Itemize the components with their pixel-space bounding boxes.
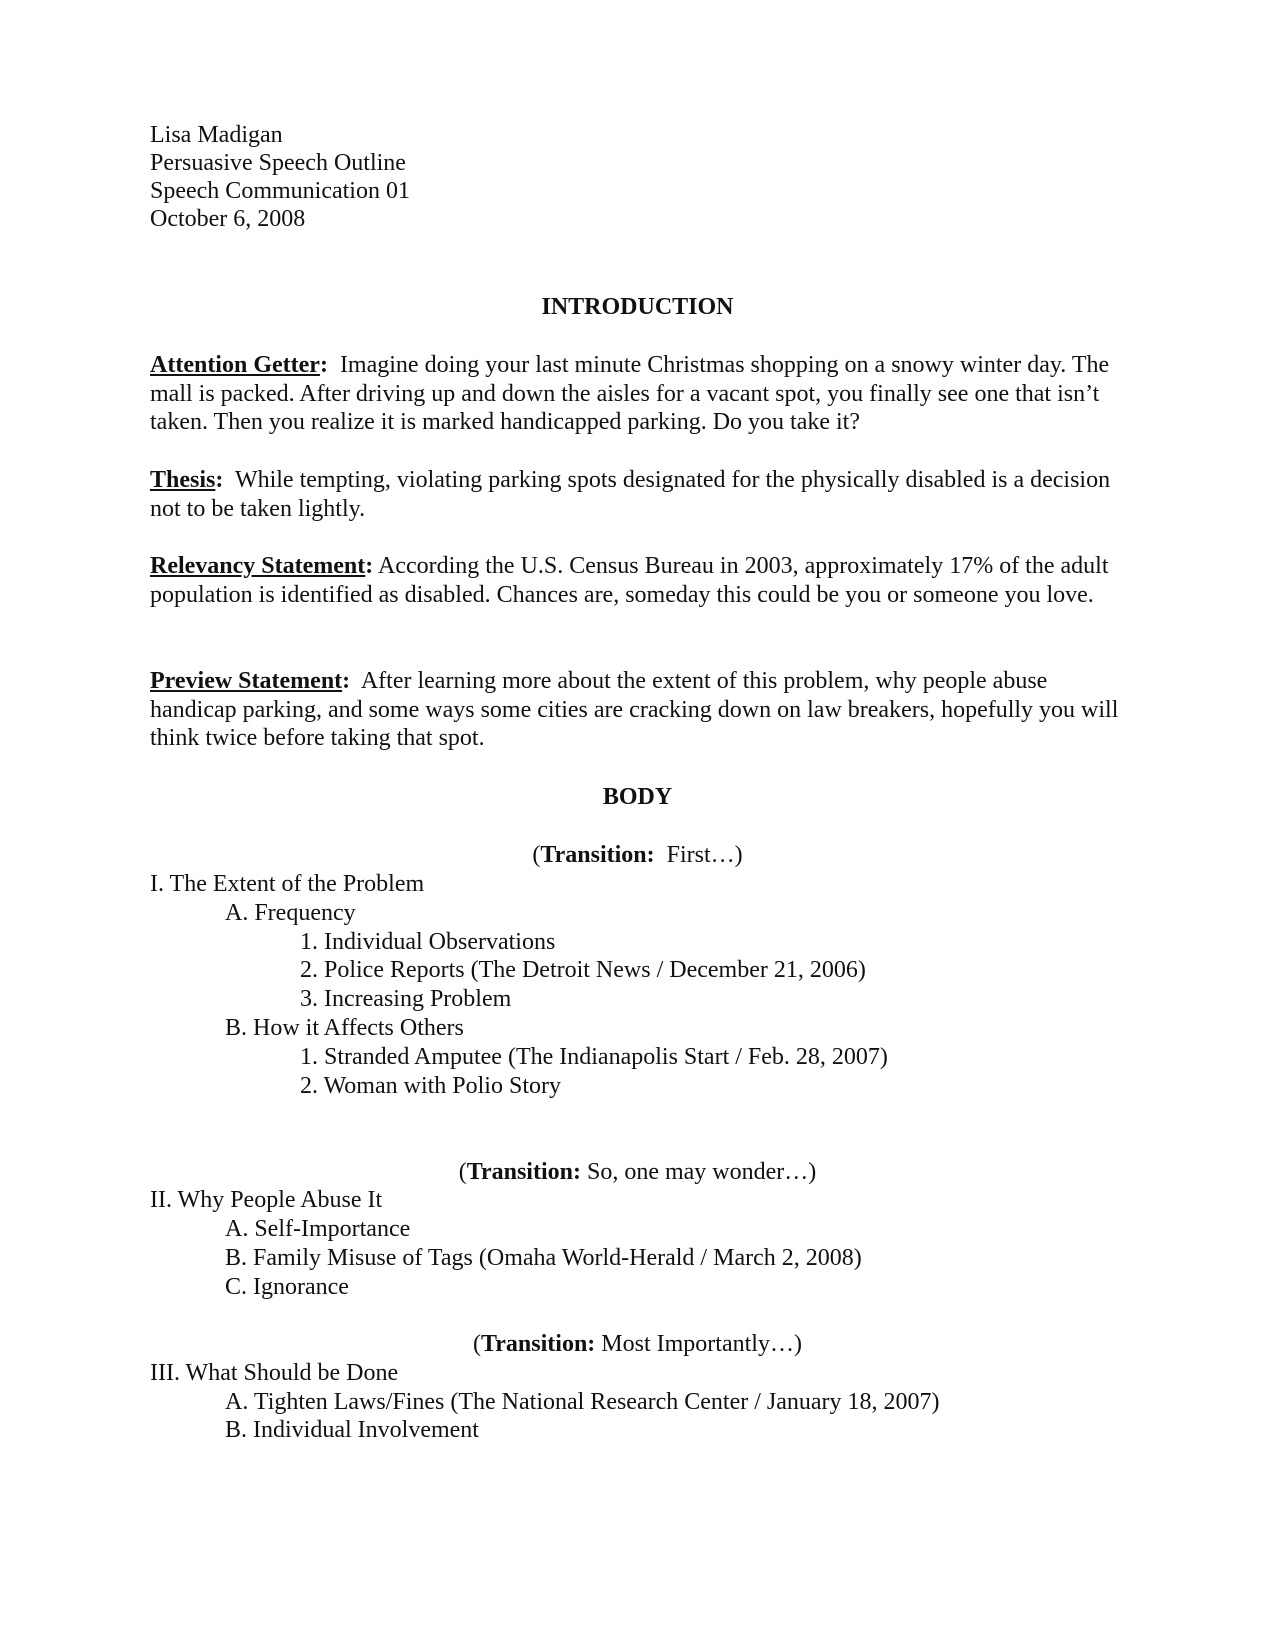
outline-section-3: III. What Should be Done [150, 1360, 399, 1386]
introduction-heading: INTRODUCTION [541, 294, 734, 320]
outline-subitem-1a1: 1. Individual Observations [300, 929, 556, 955]
document-date: October 6, 2008 [150, 206, 306, 232]
thesis-label: Thesis [150, 467, 216, 493]
preview-statement-paragraph: Preview Statement: After learning more about the extent of this problem, why people abuse handicap parking, and some ways some cities are cracking down on law breakers, hopefully you will think twice before taking that spot. [150, 668, 1119, 752]
outline-item-1b: B. How it Affects Others [225, 1015, 464, 1041]
transition-3: (Transition: Most Importantly…) [473, 1331, 802, 1357]
course-name: Speech Communication 01 [150, 178, 410, 204]
transition-1: (Transition: First…) [532, 842, 743, 868]
outline-item-2a: A. Self-Importance [225, 1216, 411, 1242]
preview-statement-text: After learning more about the extent of this problem, why people abuse handicap parking, and some ways some cities are cracking down on law breakers, hopefully you will think twice before taking that spot. [150, 668, 1119, 752]
preview-statement-label: Preview Statement [150, 668, 343, 694]
outline-section-2: II. Why People Abuse It [150, 1187, 383, 1213]
outline-item-2c: C. Ignorance [225, 1274, 349, 1300]
transition-label: Transition: [481, 1331, 596, 1357]
attention-getter-paragraph: Attention Getter: Imagine doing your last minute Christmas shopping on a snowy winter day. The mall is packed. After driving up and down the aisles for a vacant spot, you finally see one that isn’t taken. Then you realize it is marked handicapped parking. Do you take it? [150, 352, 1110, 436]
outline-subitem-1b1: 1. Stranded Amputee (The Indianapolis Start / Feb. 28, 2007) [300, 1044, 888, 1070]
transition-label: Transition: [466, 1159, 581, 1185]
body-heading: BODY [602, 784, 673, 810]
transition-text: Most Importantly… [601, 1331, 794, 1357]
attention-getter-text: Imagine doing your last minute Christmas shopping on a snowy winter day. The mall is packed. After driving up and down the aisles for a vacant spot, you finally see one that isn’t taken. Then you realize it is marked handicapped parking. Do you take it? [150, 352, 1110, 436]
outline-subitem-1a2: 2. Police Reports (The Detroit News / December 21, 2006) [300, 957, 866, 983]
relevancy-statement-text: According the U.S. Census Bureau in 2003, approximately 17% of the adult population is identified as disabled. Chances are, someday this could be you or someone you love. [150, 553, 1109, 608]
attention-getter-label: Attention Getter [150, 352, 320, 378]
document-title: Persuasive Speech Outline [150, 150, 406, 176]
outline-subitem-1b2: 2. Woman with Polio Story [300, 1073, 561, 1099]
thesis-text: While tempting, violating parking spots designated for the physically disabled is a decision not to be taken lightly. [150, 467, 1111, 522]
outline-item-2b: B. Family Misuse of Tags (Omaha World-Herald / March 2, 2008) [225, 1245, 862, 1271]
thesis-paragraph: Thesis: While tempting, violating parking spots designated for the physically disabled is a decision not to be taken lightly. [150, 467, 1111, 522]
outline-item-3a: A. Tighten Laws/Fines (The National Research Center / January 18, 2007) [225, 1389, 940, 1415]
transition-text: First… [666, 842, 735, 868]
transition-label: Transition: [540, 842, 655, 868]
transition-text: So, one may wonder… [586, 1159, 809, 1185]
outline-section-1: I. The Extent of the Problem [150, 871, 425, 897]
relevancy-statement-paragraph: Relevancy Statement: According the U.S. Census Bureau in 2003, approximately 17% of the adult population is identified as disabled. Chances are, someday this could be you or someone you love. [150, 553, 1109, 608]
outline-subitem-1a3: 3. Increasing Problem [300, 986, 512, 1012]
outline-item-1a: A. Frequency [225, 900, 356, 926]
outline-item-3b: B. Individual Involvement [225, 1417, 479, 1443]
author-name: Lisa Madigan [150, 122, 283, 148]
transition-2: (Transition: So, one may wonder…) [458, 1159, 817, 1185]
relevancy-statement-label: Relevancy Statement [150, 553, 366, 579]
